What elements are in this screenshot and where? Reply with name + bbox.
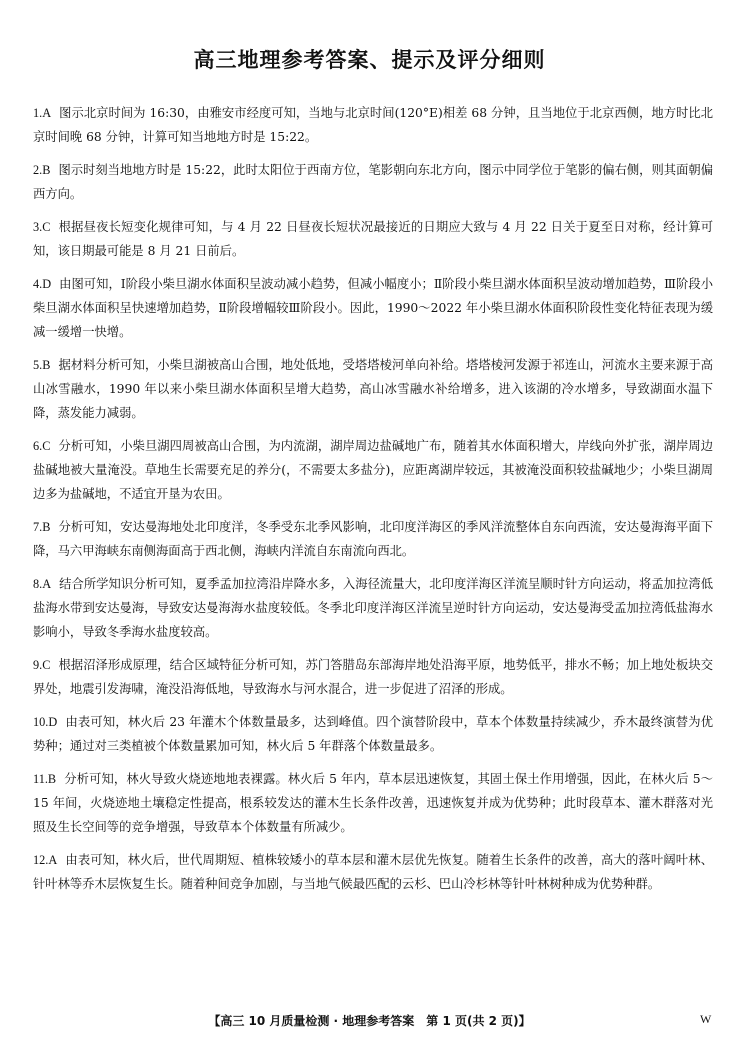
page-title: 高三地理参考答案、提示及评分细则 [193, 48, 546, 72]
item-number: 4. [33, 277, 43, 291]
item-number: 10. [33, 715, 49, 729]
page-footer: 【高三 10 月质量检测 · 地理参考答案 第 1 页(共 2 页)】 [208, 1014, 531, 1028]
answer-item-11 [33, 767, 713, 839]
item-answer: C [42, 658, 51, 672]
answer-item-8 [33, 572, 713, 644]
item-explanation: 根据沼泽形成原理，结合区域特征分析可知，苏门答腊岛东部海岸地处沿海平原，地势低平，排水不畅；加上地处板块交界处，地震引发海啸，淹没沿海低地，导致海水与河水混合，进一步促进了沼泽的形成。 [33, 658, 713, 696]
item-number: 5. [33, 358, 43, 372]
item-explanation: 分析可知，小柴旦湖四周被高山合围，为内流湖，湖岸周边盐碱地广布，随着其水体面积增大，岸线向外扩张，湖岸周边盐碱地被大量淹没。草地生长需要充足的养分(，不需要太多盐分)，应距离湖岸较远，其被淹没面积较盐碱地少；小柴旦湖周边多为盐碱地，不适宜开垦为农田。 [33, 439, 713, 501]
item-explanation: 图示时刻当地地方时是 15:22，此时太阳位于西南方位，笔影朝向东北方向，图示中同学位于笔影的偏右侧，则其面朝偏西方向。 [33, 163, 713, 201]
item-explanation: 图示北京时间为 16:30，由雅安市经度可知，当地与北京时间(120°E)相差 68 分钟，且当地位于北京西侧，地方时比北京时间晚 68 分钟，计算可知当地地方时是 15:22。 [33, 106, 713, 144]
answer-item-1 [33, 101, 713, 149]
answer-item-7 [33, 515, 713, 563]
answer-item-2 [33, 158, 713, 206]
item-explanation: 分析可知，安达曼海地处北印度洋，冬季受东北季风影响，北印度洋海区的季风洋流整体自东向西流，安达曼海海平面下降，马六甲海峡东南侧海面高于西北侧，海峡内洋流自东南流向西北。 [33, 520, 713, 558]
item-answer: A [42, 577, 52, 591]
item-answer: B [42, 520, 51, 534]
item-number: 2. [33, 163, 43, 177]
item-answer: B [47, 772, 57, 786]
answer-item-6 [33, 434, 713, 506]
answer-item-9 [33, 653, 713, 701]
item-number: 3. [33, 220, 43, 234]
item-answer: D [42, 277, 52, 291]
item-answer: A [42, 106, 52, 120]
item-explanation: 根据昼夜长短变化规律可知，与 4 月 22 日昼夜长短状况最接近的日期应大致与 4 月 22 日关于夏至日对称，经计算可知，该日期最可能是 8 月 21 日前后。 [33, 220, 713, 258]
item-number: 11. [33, 772, 48, 786]
item-explanation: 由图可知，Ⅰ阶段小柴旦湖水体面积呈波动减小趋势，但减小幅度小；Ⅱ阶段小柴旦湖水体面积呈波动增加趋势，Ⅲ阶段小柴旦湖水体面积呈快速增加趋势，Ⅱ阶段增幅较Ⅲ阶段小。因此，1990～2022 年小柴旦湖水体面积阶段性变化特征表现为缓减一缓增一快增。 [33, 277, 713, 339]
item-number: 7. [33, 520, 43, 534]
item-answer: B [42, 163, 51, 177]
item-answer: C [42, 439, 51, 453]
answer-item-10 [33, 710, 713, 758]
answer-item-4 [33, 272, 713, 344]
item-number: 12. [33, 853, 49, 867]
item-answer: C [42, 220, 51, 234]
item-explanation: 据材料分析可知，小柴旦湖被高山合围，地处低地，受塔塔棱河单向补给。塔塔棱河发源于祁连山，河流水主要来源于高山冰雪融水，1990 年以来小柴旦湖水体面积呈增大趋势，高山冰雪融水补给增多，进入该湖的冷水增多，导致湖面水温下降，蒸发能力减弱。 [33, 358, 713, 420]
item-explanation: 结合所学知识分析可知，夏季孟加拉湾沿岸降水多，入海径流量大，北印度洋海区洋流呈顺时针方向运动，将孟加拉湾低盐海水带到安达曼海，导致安达曼海海水盐度较低。冬季北印度洋海区洋流呈逆时针方向运动，安达曼海受孟加拉湾低盐海水影响小，导致冬季海水盐度较高。 [33, 577, 713, 639]
item-number: 9. [33, 658, 43, 672]
item-number: 1. [33, 106, 43, 120]
item-answer: A [48, 853, 58, 867]
answer-list [33, 101, 713, 905]
item-number: 8. [33, 577, 43, 591]
corner-mark: W [700, 1012, 712, 1026]
answer-item-3 [33, 215, 713, 263]
item-explanation: 由表可知，林火后，世代周期短、植株较矮小的草本层和灌木层优先恢复。随着生长条件的改善，高大的落叶阔叶林、针叶林等乔木层恢复生长。随着种间竞争加剧，与当地气候最匹配的云杉、巴山冷杉林等针叶林树种成为优势种群。 [33, 853, 713, 891]
item-explanation: 由表可知，林火后 23 年灌木个体数量最多，达到峰值。四个演替阶段中，草本个体数量持续减少，乔木最终演替为优势种；通过对三类植被个体数量累加可知，林火后 5 年群落个体数量最多。 [33, 715, 713, 753]
answer-item-5 [33, 353, 713, 425]
item-answer: D [48, 715, 58, 729]
item-number: 6. [33, 439, 43, 453]
item-explanation: 分析可知，林火导致火烧迹地地表裸露。林火后 5 年内，草本层迅速恢复，其固土保土作用增强，因此，在林火后 5～15 年间，火烧迹地土壤稳定性提高，根系较发达的灌木生长条件改善，迅速恢复并成为优势种；此时段草本、灌木群落对光照及生长空间等的竞争增强，导致草本个体数量有所减少。 [33, 772, 713, 834]
answer-item-12 [33, 848, 713, 896]
item-answer: B [42, 358, 51, 372]
